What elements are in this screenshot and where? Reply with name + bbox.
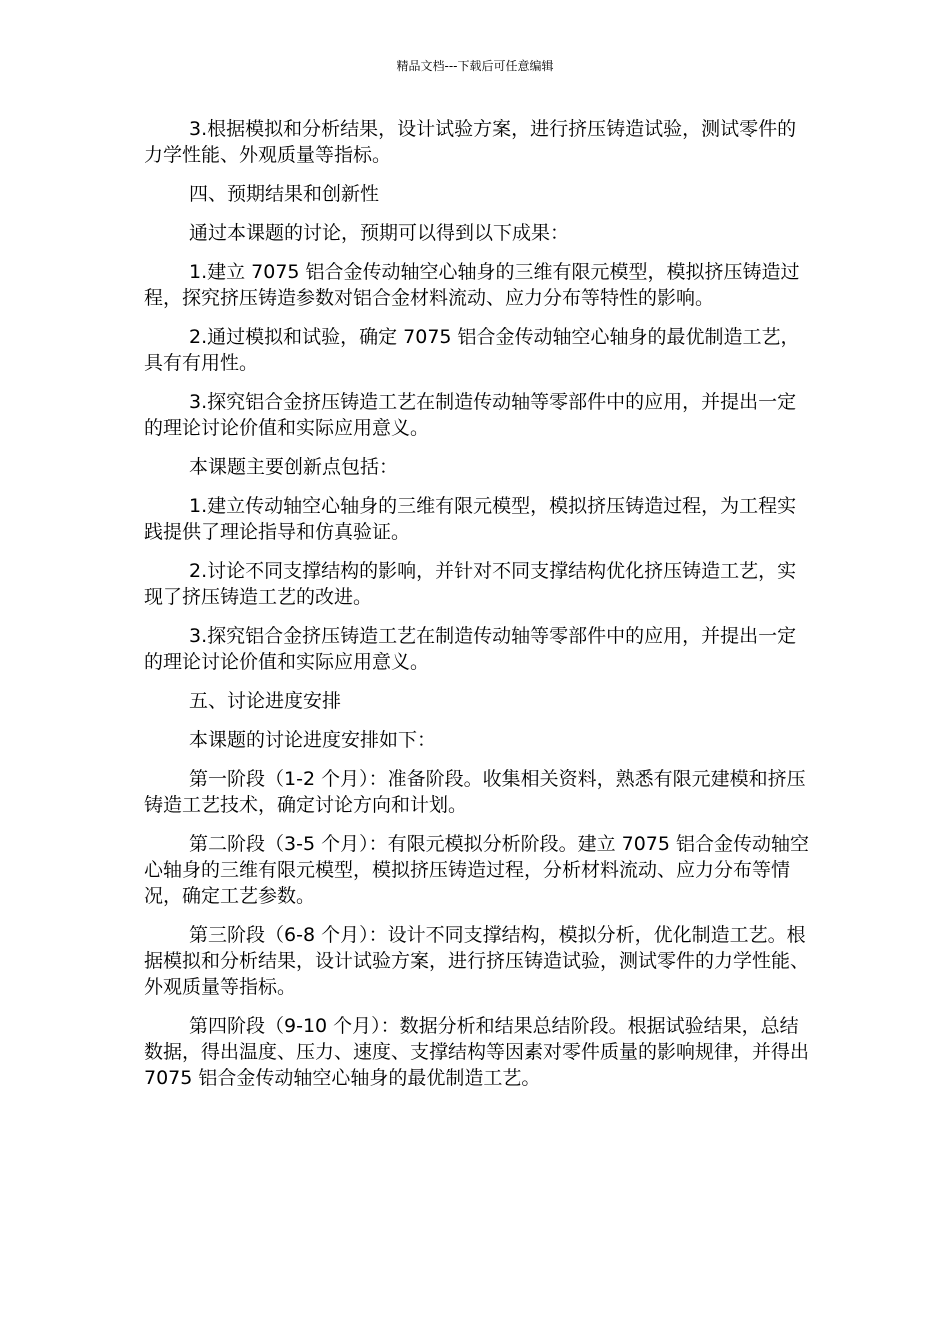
document-body <box>144 116 812 1104</box>
paragraph-schedule-intro: 本课题的讨论进度安排如下： <box>189 729 437 751</box>
paragraph-stage-2: 第二阶段（3-5 个月）：有限元模拟分析阶段。建立 7075 铝合金传动轴空心轴身的三维有限元模型，模拟挤压铸造过程，分析材料流动、应力分布等情况，确定工艺参数。 <box>144 833 810 907</box>
paragraph-innovation-1: 1.建立传动轴空心轴身的三维有限元模型，模拟挤压铸造过程，为工程实践提供了理论指导和仿真验证。 <box>144 495 797 543</box>
paragraph-expected-intro: 通过本课题的讨论，预期可以得到以下成果： <box>189 222 570 244</box>
section-heading-schedule: 五、讨论进度安排 <box>189 690 342 712</box>
paragraph-stage-3: 第三阶段（6-8 个月）：设计不同支撑结构，模拟分析，优化制造工艺。根据模拟和分析结果，设计试验方案，进行挤压铸造试验，测试零件的力学性能、外观质量等指标。 <box>144 924 810 998</box>
paragraph-result-3: 3.探究铝合金挤压铸造工艺在制造传动轴等零部件中的应用，并提出一定的理论讨论价值和实际应用意义。 <box>144 391 797 439</box>
paragraph-stage-1: 第一阶段（1-2 个月）：准备阶段。收集相关资料，熟悉有限元建模和挤压铸造工艺技术，确定讨论方向和计划。 <box>144 768 806 816</box>
paragraph-stage-4: 第四阶段（9-10 个月）：数据分析和结果总结阶段。根据试验结果，总结数据，得出温度、压力、速度、支撑结构等因素对零件质量的影响规律，并得出 7075 铝合金传动轴空心轴身的最优制造工艺。 <box>144 1015 810 1089</box>
page-header: 精品文档---下载后可任意编辑 <box>396 59 554 73</box>
paragraph-innovation-3: 3.探究铝合金挤压铸造工艺在制造传动轴等零部件中的应用，并提出一定的理论讨论价值和实际应用意义。 <box>144 625 797 673</box>
paragraph-innovation-intro: 本课题主要创新点包括： <box>189 456 399 478</box>
paragraph-innovation-2: 2.讨论不同支撑结构的影响，并针对不同支撑结构优化挤压铸造工艺，实现了挤压铸造工艺的改进。 <box>144 560 797 608</box>
paragraph-result-2: 2.通过模拟和试验，确定 7075 铝合金传动轴空心轴身的最优制造工艺，具有有用性。 <box>144 326 800 374</box>
section-heading-expected-results: 四、预期结果和创新性 <box>189 183 380 205</box>
paragraph-result-1: 1.建立 7075 铝合金传动轴空心轴身的三维有限元模型，模拟挤压铸造过程，探究挤压铸造参数对铝合金材料流动、应力分布等特性的影响。 <box>144 261 800 309</box>
paragraph-step-3-testing: 3.根据模拟和分析结果，设计试验方案，进行挤压铸造试验，测试零件的力学性能、外观质量等指标。 <box>144 118 797 166</box>
